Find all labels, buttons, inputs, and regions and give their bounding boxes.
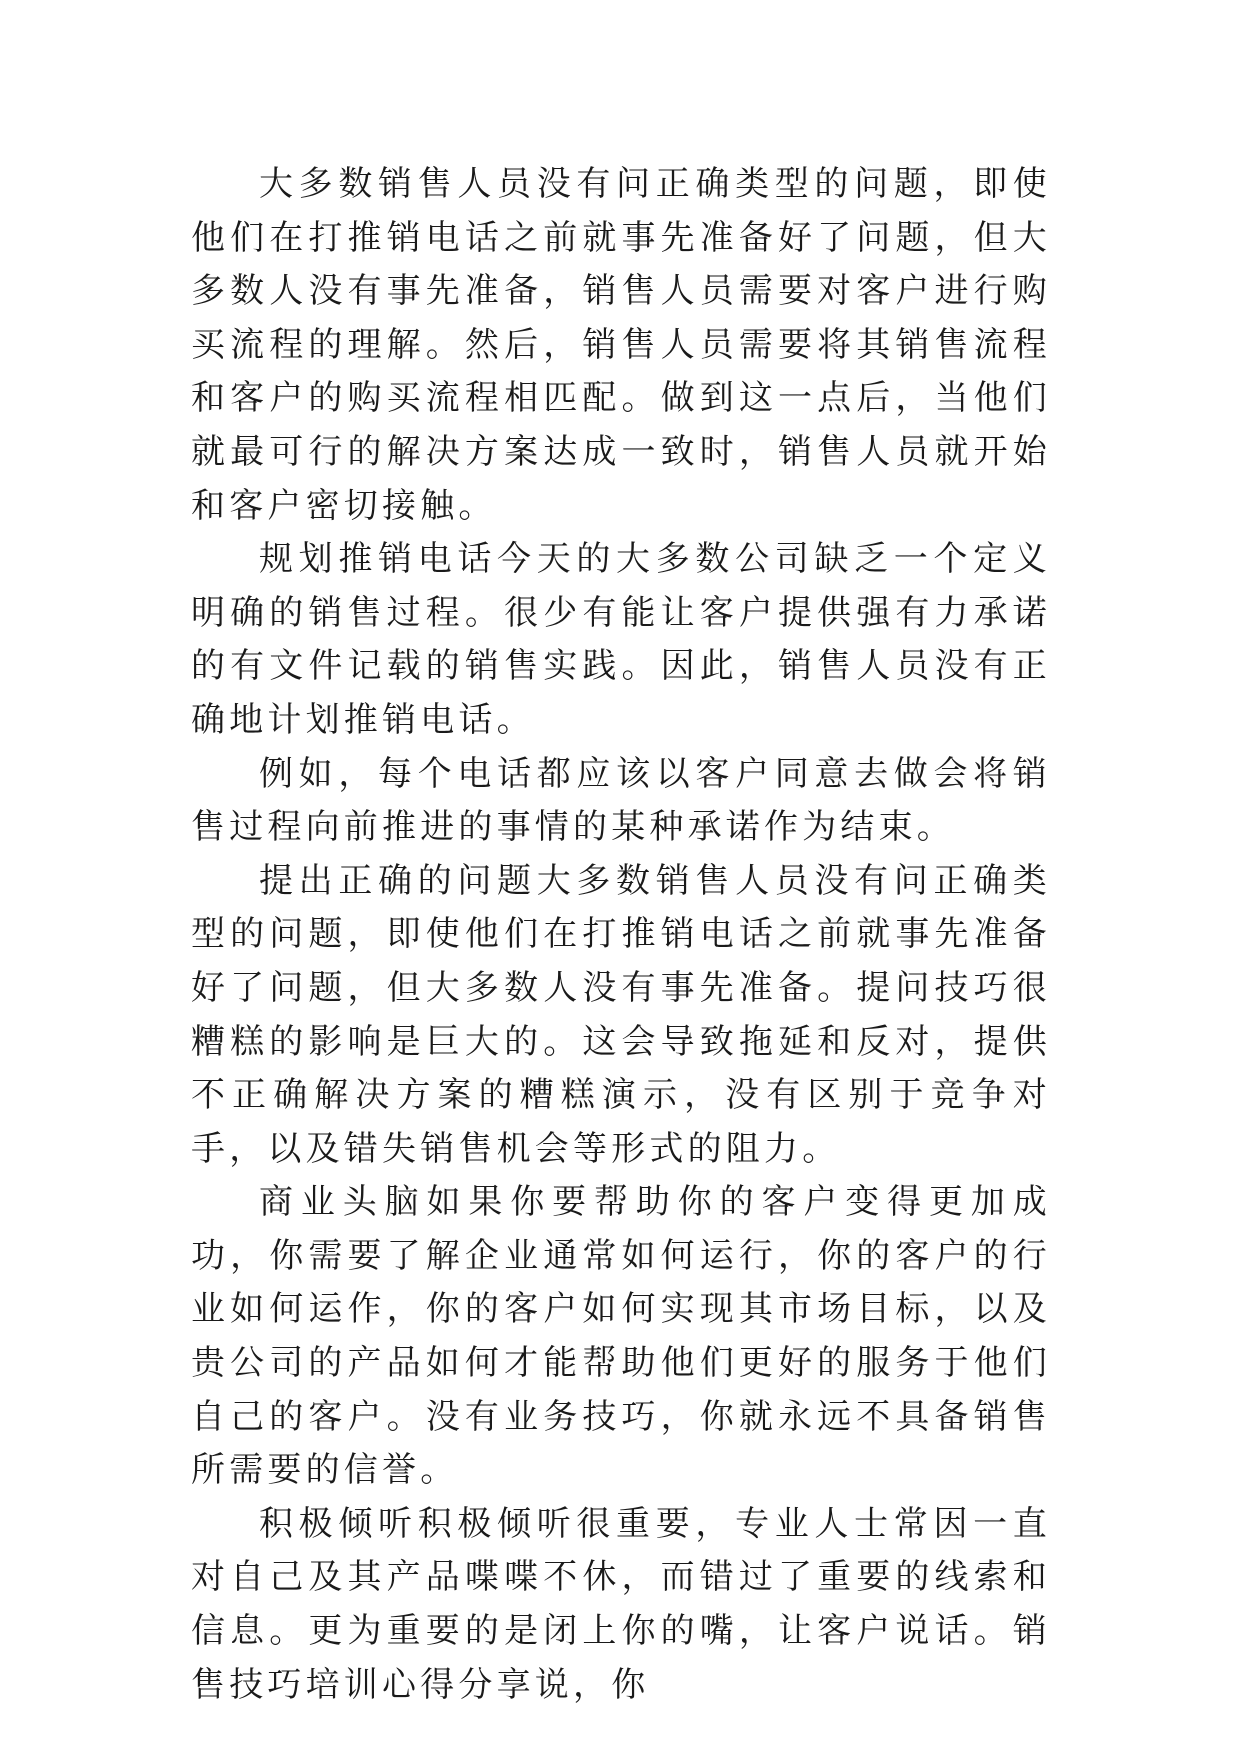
paragraph-4: 提出正确的问题大多数销售人员没有问正确类型的问题，即使他们在打推销电话之前就事先准备好了问题，但大多数人没有事先准备。提问技巧很糟糕的影响是巨大的。这会导致拖延和反对，提供不正确解决方案的糟糕演示，没有区别于竞争对手，以及错失销售机会等形式的阻力。 <box>191 860 1051 1169</box>
paragraph-5: 商业头脑如果你要帮助你的客户变得更加成功，你需要了解企业通常如何运行，你的客户的行业如何运作，你的客户如何实现其市场目标，以及贵公司的产品如何才能帮助他们更好的服务于他们自己的客户。没有业务技巧，你就永远不具备销售所需要的信誉。 <box>191 1182 1051 1491</box>
paragraph-2: 规划推销电话今天的大多数公司缺乏一个定义明确的销售过程。很少有能让客户提供强有力承诺的有文件记载的销售实践。因此，销售人员没有正确地计划推销电话。 <box>191 539 1051 740</box>
paragraph-3: 例如，每个电话都应该以客户同意去做会将销售过程向前推进的事情的某种承诺作为结束。 <box>191 753 1051 848</box>
paragraph-6: 积极倾听积极倾听很重要，专业人士常因一直对自己及其产品喋喋不休，而错过了重要的线索和信息。更为重要的是闭上你的嘴，让客户说话。销售技巧培训心得分享说，你 <box>191 1503 1051 1705</box>
paragraph-1: 大多数销售人员没有问正确类型的问题，即使他们在打推销电话之前就事先准备好了问题，但大多数人没有事先准备，销售人员需要对客户进行购买流程的理解。然后，销售人员需要将其销售流程和客户的购买流程相匹配。做到这一点后，当他们就最可行的解决方案达成一致时，销售人员就开始和客户密切接触。 <box>191 164 1051 526</box>
document-body <box>191 158 1051 1712</box>
